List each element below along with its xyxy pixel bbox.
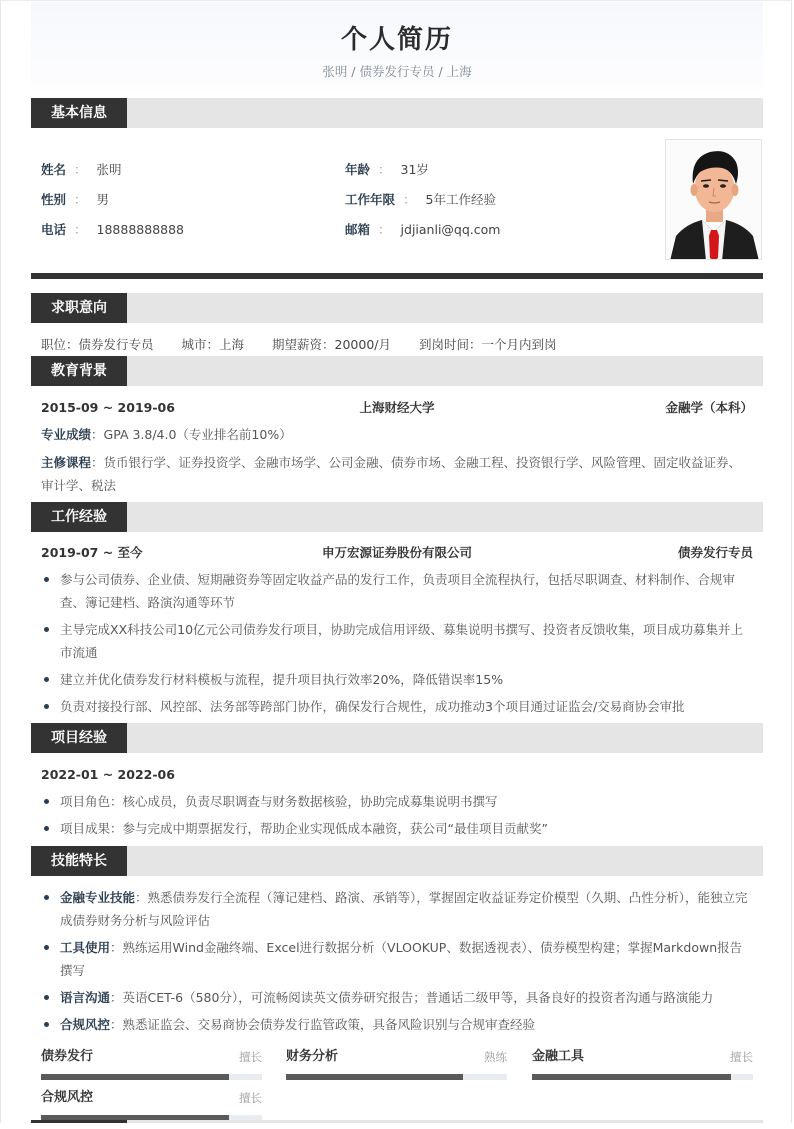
info-age: 年龄 ： 31岁 [345,162,429,177]
section-header-education [31,356,763,386]
skill-fill [41,1074,229,1080]
section-title: 技能特长 [31,846,127,876]
info-label: 性别 [41,192,67,207]
skill-fill [532,1074,731,1080]
section-divider [31,273,763,279]
info-label: 年龄 [345,162,371,177]
section-title: 教育背景 [31,356,127,386]
gpa-value: ：GPA 3.8/4.0（专业排名前10%） [91,427,292,442]
section-title: 求职意向 [31,293,127,323]
intent-position: 职位：债券发行专员 [41,337,154,352]
work-company: 申万宏源证券股份有限公司 [321,545,472,560]
work-role: 债券发行专员 [677,545,753,560]
skill-name: 财务分析 [286,1049,339,1064]
section-header-work [31,502,763,532]
intent-arrival: 到岗时间：一个月内到岗 [419,337,557,352]
info-value: 男 [96,192,110,207]
gpa-label: 专业成绩 [41,427,92,442]
job-intent-row [41,336,585,354]
work-duties-list [41,568,753,722]
info-gender: 性别 ： 男 [41,192,110,207]
education-gpa [41,423,753,446]
education-courses [41,451,753,497]
education-major: 金融学（本科） [665,400,753,415]
work-entry-header [41,544,753,562]
work-period: 2019-07 ~ 至今 [41,545,143,560]
skill-bar [532,1048,753,1088]
intent-city: 城市：上海 [181,337,245,352]
skill-name: 合规风控 [41,1090,94,1105]
info-value: 5年工作经验 [425,192,496,207]
section-header-basic [31,98,763,128]
skill-bar [41,1089,262,1129]
list-item: 金融专业技能：熟悉债券发行全流程（簿记建档、路演、承销等），掌握固定收益证券定价模型（久期、凸性分析），能独立完成债券财务分析与风险评估 [41,886,753,932]
section-header-skills [31,846,763,876]
skill-bar [41,1048,262,1088]
list-item: 项目角色：核心成员，负责尽职调查与财务数据核验，协助完成募集说明书撰写 [41,790,753,813]
info-label: 姓名 [41,162,67,177]
education-entry-header [41,399,753,417]
education-school: 上海财经大学 [359,400,435,415]
info-email: 邮箱 ： jdjianli@qq.com [345,222,501,237]
info-phone: 电话 ： 18888888888 [41,222,185,237]
avatar-photo [665,139,762,260]
section-title: 工作经验 [31,502,127,532]
info-name: 姓名 ： 张明 [41,162,122,177]
info-value: 张明 [96,162,122,177]
skill-level: 擅长 [239,1091,262,1105]
skill-name: 债券发行 [41,1049,94,1064]
page-subtitle: 张明 / 债券发行专员 / 上海 [322,64,472,79]
list-item: 工具使用：熟练运用Wind金融终端、Excel进行数据分析（VLOOKUP、数据透视表）、债券模型构建；掌握Markdown报告撰写 [41,936,753,982]
avatar-portrait-icon [666,140,762,260]
section-header-project [31,723,763,753]
info-label: 电话 [41,222,67,237]
info-label: 工作年限 [345,192,396,207]
info-value: 31岁 [400,162,429,177]
courses-label: 主修课程 [41,455,92,470]
section-title: 基本信息 [31,98,127,128]
project-details-list [41,790,753,844]
list-item: 参与公司债券、企业债、短期融资券等固定收益产品的发行工作，负责项目全流程执行，包括尽职调查、材料制作、合规审查、簿记建档、路演沟通等环节 [41,568,753,614]
list-item: 合规风控：熟悉证监会、交易商协会债券发行监管政策，具备风险识别与合规审查经验 [41,1013,753,1036]
education-period: 2015-09 ~ 2019-06 [41,400,175,415]
skill-fill [286,1074,463,1080]
section-header-intent [31,293,763,323]
skills-list [41,886,753,1040]
skill-level: 熟练 [484,1050,507,1064]
list-item: 负责对接投行部、风控部、法务部等跨部门协作，确保发行合规性，成功推动3个项目通过证监会/交易商协会审批 [41,695,753,718]
project-period: 2022-01 ~ 2022-06 [41,767,175,782]
skill-bar [286,1048,507,1088]
skill-track [286,1074,507,1080]
page-title: 个人简历 [340,25,453,55]
info-value: 18888888888 [96,222,185,237]
section-title: 项目经验 [31,723,127,753]
project-entry-header [41,766,753,784]
resume-header [31,2,763,90]
skill-level: 擅长 [239,1050,262,1064]
courses-value: ：货币银行学、证券投资学、金融市场学、公司金融、债券市场、金融工程、投资银行学、风险管理、固定收益证券、审计学、税法 [41,455,742,493]
skill-track [41,1074,262,1080]
skill-name: 金融工具 [532,1049,585,1064]
list-item: 语言沟通：英语CET-6（580分），可流畅阅读英文债券研究报告；普通话二级甲等，具备良好的投资者沟通与路演能力 [41,986,753,1009]
info-value: jdjianli@qq.com [400,222,501,237]
skill-track [532,1074,753,1080]
list-item: 建立并优化债券发行材料模板与流程，提升项目执行效率20%，降低错误率15% [41,668,753,691]
info-label: 邮箱 [345,222,371,237]
intent-salary: 期望薪资：20000/月 [272,337,392,352]
skill-level: 擅长 [730,1050,753,1064]
list-item: 主导完成XX科技公司10亿元公司债券发行项目，协助完成信用评级、募集说明书撰写、投资者反馈收集，项目成功募集并上市流通 [41,618,753,664]
info-work-years: 工作年限 ： 5年工作经验 [345,192,496,207]
list-item: 项目成果：参与完成中期票据发行，帮助企业实现低成本融资，获公司“最佳项目贡献奖” [41,817,753,840]
